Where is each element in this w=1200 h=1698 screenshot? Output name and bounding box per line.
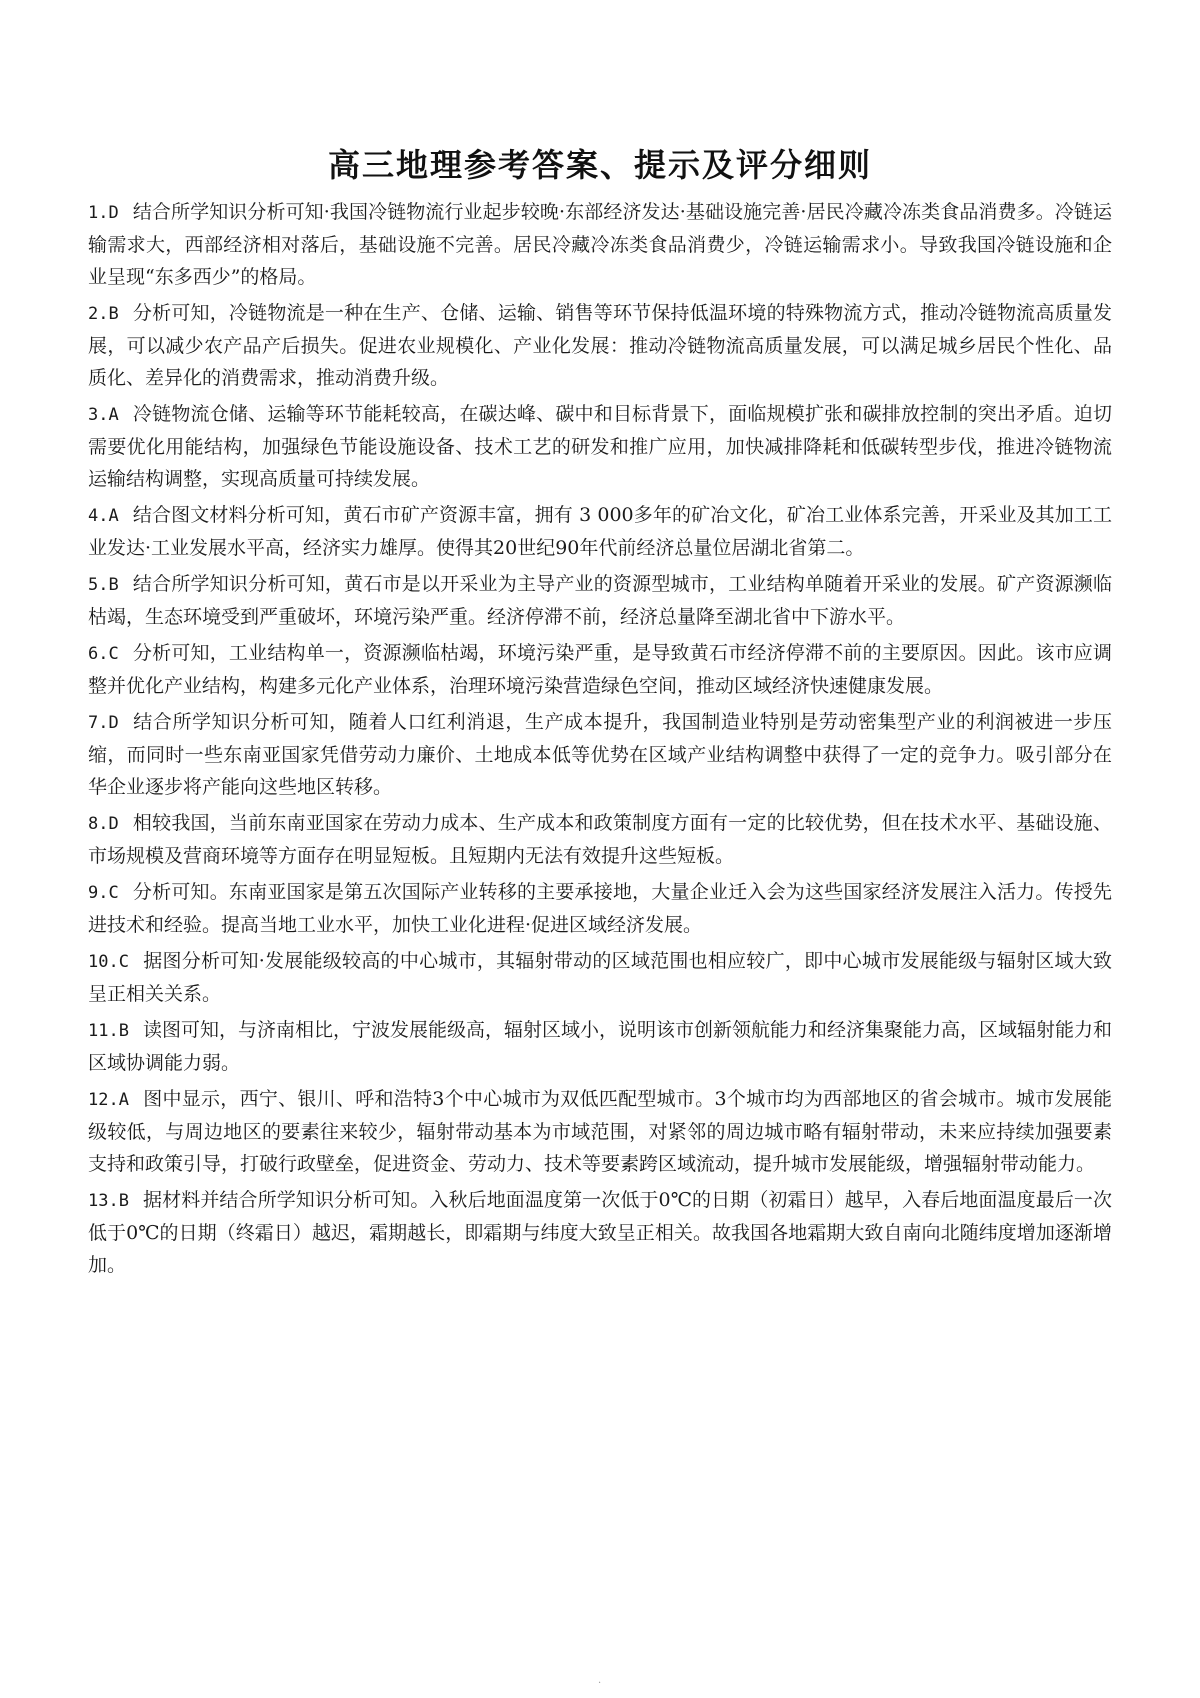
answer-explanation: 分析可知。东南亚国家是第五次国际产业转移的主要承接地，大量企业迁入会为这些国家经济发展注入活力。传授先进技术和经验。提高当地工业水平，加快工业化进程·促进区域经济发展。 (88, 881, 1112, 936)
answer-number: 5.B (88, 575, 119, 595)
answer-number: 13.B (88, 1191, 129, 1211)
answer-explanation: 冷链物流仓储、运输等环节能耗较高，在碳达峰、碳中和目标背景下，面临规模扩张和碳排放控制的突出矛盾。迫切需要优化用能结构，加强绿色节能设施设备、技术工艺的研发和推广应用，加快减排降耗和低碳转型步伐，推进冷链物流运输结构调整，实现高质量可持续发展。 (88, 403, 1112, 490)
answer-item (88, 807, 1112, 872)
page-title: 高三地理参考答案、提示及评分细则 (327, 146, 872, 184)
answer-explanation: 读图可知，与济南相比，宁波发展能级高，辐射区域小，说明该市创新领航能力和经济集聚能力高，区域辐射能力和区域协调能力弱。 (88, 1019, 1112, 1074)
answer-item (88, 568, 1112, 633)
answer-number: 8.D (88, 814, 119, 834)
answer-explanation: 相较我国，当前东南亚国家在劳动力成本、生产成本和政策制度方面有一定的比较优势，但在技术水平、基础设施、市场规模及营商环境等方面存在明显短板。且短期内无法有效提升这些短板。 (88, 812, 1112, 867)
answer-number: 11.B (88, 1021, 129, 1041)
answer-number: 4.A (88, 506, 119, 526)
footer-mark: . (598, 1675, 602, 1686)
answer-item (88, 706, 1112, 803)
answer-number: 2.B (88, 304, 119, 324)
answer-explanation: 分析可知，冷链物流是一种在生产、仓储、运输、销售等环节保持低温环境的特殊物流方式，推动冷链物流高质量发展，可以减少农产品产后损失。促进农业规模化、产业化发展：推动冷链物流高质量发展，可以满足城乡居民个性化、品质化、差异化的消费需求，推动消费升级。 (88, 302, 1112, 389)
answer-item (88, 945, 1112, 1010)
answer-explanation: 据图分析可知·发展能级较高的中心城市，其辐射带动的区域范围也相应较广，即中心城市发展能级与辐射区域大致呈正相关关系。 (88, 950, 1112, 1005)
answer-item (88, 196, 1112, 293)
answer-number: 10.C (88, 952, 129, 972)
answer-list (88, 196, 1112, 1281)
answer-item (88, 499, 1112, 564)
answer-explanation: 分析可知，工业结构单一，资源濒临枯竭，环境污染严重，是导致黄石市经济停滞不前的主要原因。因此。该市应调整并优化产业结构，构建多元化产业体系，治理环境污染营造绿色空间，推动区域经济快速健康发展。 (88, 642, 1112, 697)
answer-explanation: 据材料并结合所学知识分析可知。入秋后地面温度第一次低于0℃的日期（初霜日）越早，入春后地面温度最后一次低于0℃的日期（终霜日）越迟，霜期越长，即霜期与纬度大致呈正相关。故我国各地霜期大致自南向北随纬度增加逐渐增加。 (88, 1189, 1112, 1276)
answer-explanation: 结合所学知识分析可知·我国冷链物流行业起步较晚·东部经济发达·基础设施完善·居民冷藏冷冻类食品消费多。冷链运输需求大，西部经济相对落后，基础设施不完善。居民冷藏冷冻类食品消费少，冷链运输需求小。导致我国冷链设施和企业呈现“东多西少”的格局。 (88, 201, 1112, 288)
answer-number: 6.C (88, 644, 119, 664)
answer-item (88, 398, 1112, 495)
answer-number: 12.A (88, 1090, 129, 1110)
answer-item (88, 297, 1112, 394)
answer-item (88, 1014, 1112, 1079)
answer-explanation: 结合图文材料分析可知，黄石市矿产资源丰富，拥有 3 000多年的矿冶文化，矿冶工业体系完善，开采业及其加工工业发达·工业发展水平高，经济实力雄厚。使得其20世纪90年代前经济总量位居湖北省第二。 (88, 504, 1112, 559)
answer-number: 3.A (88, 405, 119, 425)
answer-number: 9.C (88, 883, 119, 903)
answer-item (88, 876, 1112, 941)
answer-item (88, 1184, 1112, 1281)
answer-item (88, 637, 1112, 702)
answer-explanation: 结合所学知识分析可知，黄石市是以开采业为主导产业的资源型城市，工业结构单随着开采业的发展。矿产资源濒临枯竭，生态环境受到严重破坏，环境污染严重。经济停滞不前，经济总量降至湖北省中下游水平。 (88, 573, 1112, 628)
answer-explanation: 图中显示，西宁、银川、呼和浩特3个中心城市为双低匹配型城市。3个城市均为西部地区的省会城市。城市发展能级较低，与周边地区的要素往来较少，辐射带动基本为市域范围，对紧邻的周边城市略有辐射带动，未来应持续加强要素支持和政策引导，打破行政壁垒，促进资金、劳动力、技术等要素跨区域流动，提升城市发展能级，增强辐射带动能力。 (88, 1088, 1112, 1175)
answer-number: 1.D (88, 203, 119, 223)
answer-explanation: 结合所学知识分析可知，随着人口红利消退，生产成本提升，我国制造业特别是劳动密集型产业的利润被进一步压缩，而同时一些东南亚国家凭借劳动力廉价、土地成本低等优势在区域产业结构调整中获得了一定的竞争力。吸引部分在华企业逐步将产能向这些地区转移。 (88, 711, 1112, 798)
answer-item (88, 1083, 1112, 1180)
answer-number: 7.D (88, 713, 119, 733)
